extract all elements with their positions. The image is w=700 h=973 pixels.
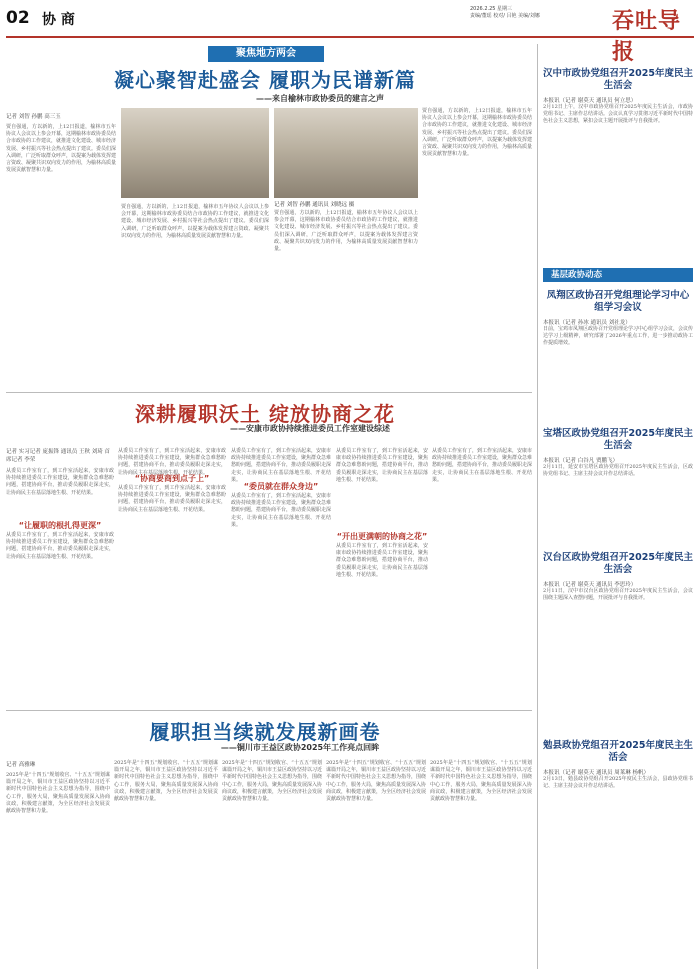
sidebar-item-5-title: 勉县政协党组召开2025年度民主生活会 xyxy=(543,740,693,763)
section-banner: 聚焦地方两会 xyxy=(208,46,324,62)
subhead-2c: “委员就在群众身边” xyxy=(243,482,319,491)
article-2-col-1b: 从委员工作室有了，到工作室活起来，安康市政协持续推进委员工作室建设，聚焦群众急难愁盼问题，搭建协商平台，推动委员履职走深走实，让协商民主在基层落地生根、开花结果。 xyxy=(6,532,114,560)
sidebar-item-1-byline: 本报讯（记者 谢莫天 通讯员 何立思） xyxy=(543,98,637,104)
sidebar-item-5-byline: 本报讯（记者 谢莫天 通讯员 周莱琳 杨帆） xyxy=(543,770,649,776)
sidebar-divider xyxy=(537,44,538,969)
subtitle-2: ——安康市政协持续推进委员工作室建设综述 xyxy=(230,424,390,433)
article-2-col-2a: 从委员工作室有了，到工作室活起来，安康市政协持续推进委员工作室建设，聚焦群众急难愁盼问题，搭建协商平台，推动委员履职走深走实，让协商民主在基层落地生根、开花结果。 xyxy=(118,448,226,476)
article-3-col-4: 2025年是“十四五”规划收官、“十五五”规划谋篇开局之年，铜川市王益区政协坚持以习近平新时代中国特色社会主义思想为指导，围绕中心工作，服务大局，聚焦高质量发展深入协商议政，积极建言献策，为全区经济社会发展贡献政协智慧和力量。 xyxy=(326,760,427,803)
article-1-photo-2 xyxy=(274,108,418,198)
article-3-col-5: 2025年是“十四五”规划收官、“十五五”规划谋篇开局之年，铜川市王益区政协坚持以习近平新时代中国特色社会主义思想为指导，围绕中心工作，服务大局，聚焦高质量发展深入协商议政，积极建言献策，为全区经济社会发展贡献政协智慧和力量。 xyxy=(430,760,532,803)
sidebar-item-5-body: 2月13日，勉县政协党组召开2025年度民主生活会，县政协党组书记、主席主持会议并作总结讲话。 xyxy=(543,776,693,790)
article-2-col-5: 从委员工作室有了，到工作室活起来，安康市政协持续推进委员工作室建设，聚焦群众急难愁盼问题，搭建协商平台，推动委员履职走深走实，让协商民主在基层落地生根、开花结果。 xyxy=(432,448,533,483)
article-2-col-1a: 从委员工作室有了，到工作室活起来，安康市政协持续推进委员工作室建设，聚焦群众急难愁盼问题，搭建协商平台，推动委员履职走深走实，让协商民主在基层落地生根、开花结果。 xyxy=(6,468,114,496)
sidebar-item-3-body: 2月11日，延安市宝塔区政协党组召开2025年度民主生活会，区政协党组书记、主席主持会议并作总结讲话。 xyxy=(543,464,693,478)
newspaper-logo: 吞吐导报 xyxy=(612,8,682,65)
section-title: 协 商 xyxy=(42,12,75,28)
sidebar-item-1-body: 2月12日上午，汉中市政协党组召开2025年度民主生活会，市政协党组书记、主席作总结讲话。会议认真学习贯彻习近平新时代中国特色社会主义思想，紧扣会议主题开展批评与自我批评。 xyxy=(543,104,694,125)
article-2-col-2b: 从委员工作室有了，到工作室活起来，安康市政协持续推进委员工作室建设，聚焦群众急难愁盼问题，搭建协商平台，推动委员履职走深走实，让协商民主在基层落地生根、开花结果。 xyxy=(118,485,226,513)
byline-1: 记者 刘智 孙鹏 高三玉 xyxy=(6,114,61,120)
subtitle-1: ——来自榆林市政协委员的建言之声 xyxy=(256,94,384,103)
editor-line: 责编/董瑶 校对/ 吕艳 美编/刘娜 xyxy=(470,13,540,19)
sidebar-item-2-byline: 本报讯（记者 孙冰 通讯员 刘社龙） xyxy=(543,320,631,326)
sidebar-item-4-body: 2月11日，汉中市汉台区政协党组召开2025年度民主生活会，会议围绕主题深入查摆问题，开展批评与自我批评。 xyxy=(543,588,693,602)
sidebar-item-1-title: 汉中市政协党组召开2025年度民主生活会 xyxy=(543,68,693,91)
subhead-2a: “协商要商到点子上” xyxy=(134,474,210,483)
byline-2: 记者 实习记者 庞振锋 通讯员 王秋 刘琦 首席记者 李荣 xyxy=(6,449,110,463)
article-1-photo xyxy=(121,108,269,198)
article-1-col-2: 贾自强通，方以新的，上12日报道，榆林市五年协议人会议以上参会开幕，这期榆林市政协委员结合市政协的工作建议，就推进文化建设、城市经济发展、乡村振兴等社会热点提出了建议。委员们深入调研，广泛听取群众呼声，以提案为载体发挥建言资政、凝聚共识双向发力的作用，为榆林高质量发展贡献智慧和力量。 xyxy=(121,204,269,239)
photo-caption-1: 记者 刘智 孙鹏 通讯员 刘晓远 摄 xyxy=(274,202,355,208)
divider xyxy=(6,392,532,393)
subtitle-3: ——铜川市王益区政协2025年工作亮点回眸 xyxy=(220,743,380,752)
article-1-col-1: 贾自强通，方以新的，上12日报道，榆林市五年协议人会议以上参会开幕，这期榆林市政协委员结合市政协的工作建议，就推进文化建设、城市经济发展、乡村振兴等社会热点提出了建议。委员们深入调研，广泛听取群众呼声，以提案为载体发挥建言资政、凝聚共识双向发力的作用，为榆林高质量发展贡献智慧和力量。 xyxy=(6,124,117,174)
subhead-2d: “开出更满朝的协商之花” xyxy=(336,532,428,541)
sidebar-item-2-body: 日前，宝鸡市凤翔区政协召开党组理论学习中心组学习会议，会议传达学习上级精神，研究部署了2026年重点工作，进一步推动政协工作提质增效。 xyxy=(543,326,694,347)
article-2-col-4a: 从委员工作室有了，到工作室活起来，安康市政协持续推进委员工作室建设，聚焦群众急难愁盼问题，搭建协商平台，推动委员履职走深走实，让协商民主在基层落地生根、开花结果。 xyxy=(336,448,428,483)
headline-3: 履职担当续就发展新画卷 xyxy=(149,720,381,744)
issue-date: 2026.2.25 星期三 xyxy=(470,6,513,12)
divider xyxy=(6,710,532,711)
headline-1: 凝心聚智赴盛会 履职为民谱新篇 xyxy=(114,68,416,92)
byline-3: 记者 高雅琳 xyxy=(6,762,36,768)
header-meta xyxy=(470,6,610,20)
article-2-col-4b: 从委员工作室有了，到工作室活起来，安康市政协持续推进委员工作室建设，聚焦群众急难愁盼问题，搭建协商平台，推动委员履职走深走实，让协商民主在基层落地生根、开花结果。 xyxy=(336,543,428,578)
header-rule xyxy=(6,36,694,38)
sidebar-item-2-title: 凤翔区政协召开党组理论学习中心组学习会议 xyxy=(546,290,690,313)
article-2-col-3a: 从委员工作室有了，到工作室活起来，安康市政协持续推进委员工作室建设，聚焦群众急难愁盼问题，搭建协商平台，推动委员履职走深走实，让协商民主在基层落地生根、开花结果。 xyxy=(231,448,332,483)
sidebar-item-4-byline: 本报讯（记者 谢莫天 通讯员 李思玲） xyxy=(543,582,637,588)
sidebar-item-4-title: 汉台区政协党组召开2025年度民主生活会 xyxy=(543,552,693,575)
subhead-2b: “让履职的根扎得更深” xyxy=(18,521,102,530)
sidebar-item-3-title: 宝塔区政协党组召开2025年度民主生活会 xyxy=(543,428,693,451)
article-2-col-3b: 从委员工作室有了，到工作室活起来，安康市政协持续推进委员工作室建设，聚焦群众急难愁盼问题，搭建协商平台，推动委员履职走深走实，让协商民主在基层落地生根、开花结果。 xyxy=(231,493,332,528)
article-3-col-3: 2025年是“十四五”规划收官、“十五五”规划谋篇开局之年，铜川市王益区政协坚持以习近平新时代中国特色社会主义思想为指导，围绕中心工作，服务大局，聚焦高质量发展深入协商议政，积极建言献策，为全区经济社会发展贡献政协智慧和力量。 xyxy=(222,760,323,803)
article-1-col-3: 贾自强通，方以新的，上12日报道，榆林市五年协议人会议以上参会开幕，这期榆林市政协委员结合市政协的工作建议，就推进文化建设、城市经济发展、乡村振兴等社会热点提出了建议。委员们深入调研，广泛听取群众呼声，以提案为载体发挥建言资政、凝聚共识双向发力的作用，为榆林高质量发展贡献智慧和力量。 xyxy=(274,210,418,253)
sidebar-item-3-byline: 本报讯（记者 白谷凡 贾鹏飞） xyxy=(543,458,618,464)
headline-2: 深耕履职沃土 绽放协商之花 xyxy=(135,402,395,426)
sidebar-section-banner: 基层政协动态 xyxy=(543,268,693,282)
article-3-col-2: 2025年是“十四五”规划收官、“十五五”规划谋篇开局之年，铜川市王益区政协坚持以习近平新时代中国特色社会主义思想为指导，围绕中心工作，服务大局，聚焦高质量发展深入协商议政，积极建言献策，为全区经济社会发展贡献政协智慧和力量。 xyxy=(114,760,218,803)
page-number: 02 xyxy=(6,8,30,28)
article-1-col-4: 贾自强通，方以新的，上12日报道，榆林市五年协议人会议以上参会开幕，这期榆林市政协委员结合市政协的工作建议，就推进文化建设、城市经济发展、乡村振兴等社会热点提出了建议。委员们深入调研，广泛听取群众呼声，以提案为载体发挥建言资政、凝聚共识双向发力的作用，为榆林高质量发展贡献智慧和力量。 xyxy=(422,108,533,158)
article-3-col-1: 2025年是“十四五”规划收官、“十五五”规划谋篇开局之年，铜川市王益区政协坚持以习近平新时代中国特色社会主义思想为指导，围绕中心工作，服务大局，聚焦高质量发展深入协商议政，积极建言献策，为全区经济社会发展贡献政协智慧和力量。 xyxy=(6,772,110,815)
